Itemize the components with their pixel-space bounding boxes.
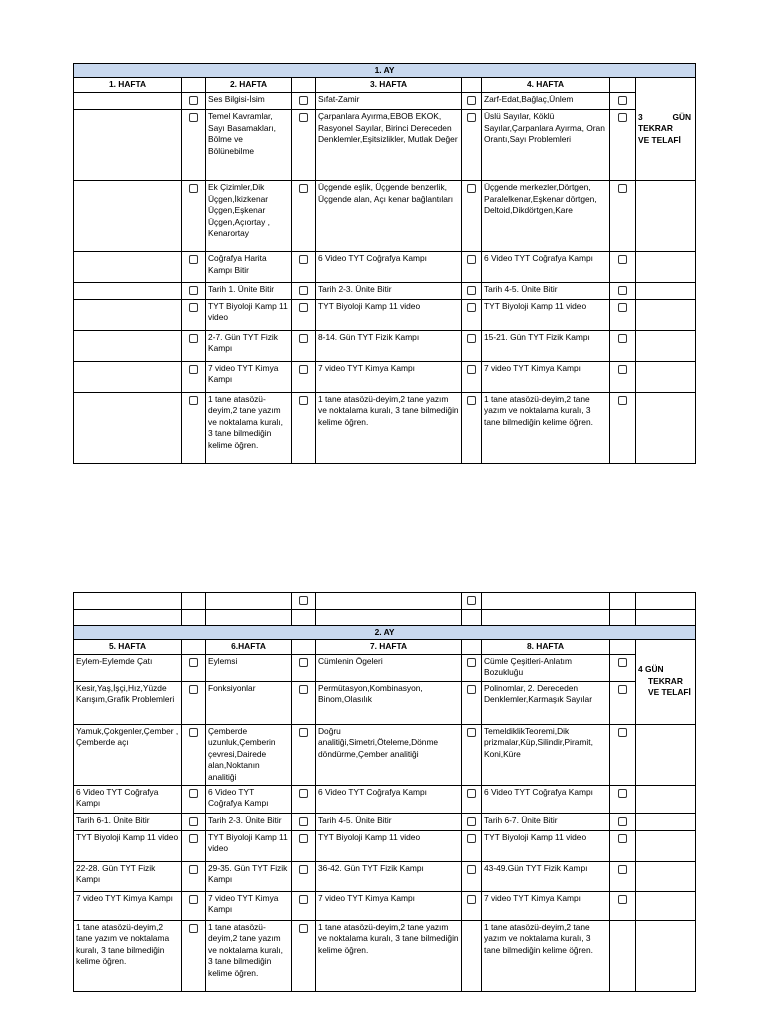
checkbox-icon[interactable] (299, 895, 308, 904)
task-cell: 6 Video TYT Coğrafya Kampı (482, 252, 610, 283)
task-cell: Doğru analitiği,Simetri,Öteleme,Dönme döndürme,Çember analitiği (316, 724, 462, 785)
task-cell: Eylem-Eylemde Çatı (74, 654, 182, 681)
checkbox-icon[interactable] (299, 255, 308, 264)
review-label-line1: 4 GÜN (638, 664, 664, 675)
task-row (74, 654, 696, 681)
checkbox-icon[interactable] (618, 255, 627, 264)
checkbox-icon[interactable] (618, 658, 627, 667)
task-row (74, 299, 696, 330)
checkbox-icon[interactable] (299, 834, 308, 843)
checkbox-icon[interactable] (299, 817, 308, 826)
task-row (74, 891, 696, 920)
month-1-plan-table (73, 63, 696, 464)
week-2-header: 2. HAFTA (206, 78, 292, 93)
task-cell: 7 video TYT Kimya Kampı (482, 361, 610, 392)
checkbox-icon[interactable] (189, 658, 198, 667)
checkbox-icon[interactable] (189, 365, 198, 374)
task-cell: TYT Biyoloji Kamp 11 video (482, 830, 610, 861)
checkbox-icon[interactable] (467, 286, 476, 295)
checkbox-icon[interactable] (189, 255, 198, 264)
task-cell (74, 181, 182, 252)
checkbox-icon[interactable] (467, 255, 476, 264)
task-cell: 1 tane atasözü-deyim,2 tane yazım ve noktalama kuralı, 3 tane bilmediğin kelime öğren. (206, 392, 292, 463)
checkbox-icon[interactable] (467, 685, 476, 694)
task-cell: Kesir,Yaş,İşçi,Hız,Yüzde Karışım,Grafik Problemleri (74, 681, 182, 724)
month-title: 1. AY (74, 64, 696, 78)
task-cell: Sıfat-Zamir (316, 93, 462, 110)
month-header-row (74, 625, 696, 639)
checkbox-icon[interactable] (299, 286, 308, 295)
task-cell: TYT Biyoloji Kamp 11 video (206, 299, 292, 330)
task-cell: 7 video TYT Kimya Kampı (74, 891, 182, 920)
task-row (74, 681, 696, 724)
task-cell: 15-21. Gün TYT Fizik Kampı (482, 330, 610, 361)
task-cell: Çarpanlara Ayırma,EBOB EKOK, Rasyonel Sayılar, Birinci Dereceden Denklemler,Eşitsizlikler, Mutlak Değer (316, 110, 462, 181)
checkbox-icon[interactable] (189, 685, 198, 694)
checkbox-icon[interactable] (618, 685, 627, 694)
checkbox-icon[interactable] (299, 334, 308, 343)
task-cell: Ses Bilgisi-İsim (206, 93, 292, 110)
task-cell: 6 Video TYT Coğrafya Kampı (482, 785, 610, 813)
checkbox-icon[interactable] (618, 365, 627, 374)
checkbox-icon[interactable] (189, 113, 198, 122)
task-cell: Cümle Çeşitleri-Anlatım Bozukluğu (482, 654, 610, 681)
checkbox-icon[interactable] (618, 728, 627, 737)
task-row (74, 110, 696, 181)
task-cell: Eylemsi (206, 654, 292, 681)
task-cell: Tarih 4-5. Ünite Bitir (316, 813, 462, 830)
checkbox-icon[interactable] (189, 96, 198, 105)
task-cell: Tarih 1. Ünite Bitir (206, 283, 292, 300)
task-cell: TYT Biyoloji Kamp 11 video (74, 830, 182, 861)
task-cell: 7 video TYT Kimya Kampı (316, 361, 462, 392)
week-6-header: 6.HAFTA (206, 639, 292, 654)
checkbox-icon[interactable] (467, 113, 476, 122)
checkbox-icon[interactable] (189, 396, 198, 405)
checkbox-icon[interactable] (299, 865, 308, 874)
checkbox-icon[interactable] (618, 113, 627, 122)
task-cell (74, 252, 182, 283)
week-1-header: 1. HAFTA (74, 78, 182, 93)
checkbox-icon[interactable] (467, 789, 476, 798)
checkbox-icon[interactable] (299, 728, 308, 737)
task-cell: Tarih 4-5. Ünite Bitir (482, 283, 610, 300)
task-cell: Tarih 6-1. Ünite Bitir (74, 813, 182, 830)
checkbox-icon[interactable] (299, 184, 308, 193)
review-label-line3: VE TELAFİ (638, 134, 681, 145)
checkbox-icon[interactable] (299, 96, 308, 105)
week-7-header: 7. HAFTA (316, 639, 462, 654)
checkbox-icon[interactable] (467, 596, 476, 605)
task-cell: 8-14. Gün TYT Fizik Kampı (316, 330, 462, 361)
checkbox-icon[interactable] (467, 396, 476, 405)
task-cell: 2-7. Gün TYT Fizik Kampı (206, 330, 292, 361)
checkbox-icon[interactable] (618, 96, 627, 105)
task-cell: Çemberde uzunluk,Çemberin çevresi,Dairede alan,Noktanın analitiği (206, 724, 292, 785)
task-cell: 6 Video TYT Coğrafya Kampı (316, 785, 462, 813)
checkbox-icon[interactable] (189, 334, 198, 343)
checkbox-icon[interactable] (299, 924, 308, 933)
review-days-number: 3 (638, 111, 643, 122)
task-cell: 6 Video TYT Coğrafya Kampı (206, 785, 292, 813)
checkbox-icon[interactable] (299, 596, 308, 605)
task-cell: 7 video TYT Kimya Kampı (482, 891, 610, 920)
task-cell: Tarih 2-3. Ünite Bitir (316, 283, 462, 300)
task-row (74, 724, 696, 785)
task-row (74, 283, 696, 300)
task-cell: Polinomlar, 2. Dereceden Denklemler,Karmaşık Sayılar (482, 681, 610, 724)
checkbox-icon[interactable] (189, 817, 198, 826)
checkbox-icon[interactable] (299, 365, 308, 374)
checkbox-icon[interactable] (467, 303, 476, 312)
month-header-row (74, 64, 696, 78)
task-cell (74, 361, 182, 392)
checkbox-icon[interactable] (467, 365, 476, 374)
task-cell: 1 tane atasözü-deyim,2 tane yazım ve noktalama kuralı, 3 tane bilmediğin kelime öğren. (482, 392, 610, 463)
spacer-row (74, 593, 696, 610)
task-cell: Tarih 6-7. Ünite Bitir (482, 813, 610, 830)
checkbox-icon[interactable] (618, 334, 627, 343)
checkbox-icon[interactable] (467, 96, 476, 105)
task-cell: Yamuk,Çokgenler,Çember , Çemberde açı (74, 724, 182, 785)
review-days-word: GÜN (672, 111, 692, 122)
task-cell: 1 tane atasözü-deyim,2 tane yazım ve noktalama kuralı, 3 tane bilmediğin kelime öğren. (316, 392, 462, 463)
task-row (74, 392, 696, 463)
checkbox-icon[interactable] (189, 789, 198, 798)
checkbox-icon[interactable] (618, 789, 627, 798)
month-title: 2. AY (74, 625, 696, 639)
checkbox-icon[interactable] (189, 184, 198, 193)
checkbox-icon[interactable] (189, 924, 198, 933)
review-label-line2: TEKRAR (648, 675, 683, 686)
task-cell: Zarf-Edat,Bağlaç,Ünlem (482, 93, 610, 110)
checkbox-icon[interactable] (618, 184, 627, 193)
task-cell: 6 Video TYT Coğrafya Kampı (316, 252, 462, 283)
task-cell: TYT Biyoloji Kamp 11 video (482, 299, 610, 330)
task-cell: 7 video TYT Kimya Kampı (316, 891, 462, 920)
checkbox-icon[interactable] (299, 789, 308, 798)
checkbox-icon[interactable] (299, 658, 308, 667)
task-row (74, 830, 696, 861)
checkbox-icon[interactable] (618, 286, 627, 295)
task-cell: Coğrafya Harita Kampı Bitir (206, 252, 292, 283)
checkbox-icon[interactable] (467, 817, 476, 826)
review-cell (636, 639, 696, 724)
task-cell: Ek Çizimler,Dik Üçgen,İkizkenar Üçgen,Eşkenar Üçgen,Açıortay , Kenarortay (206, 181, 292, 252)
task-row (74, 181, 696, 252)
week-3-header: 3. HAFTA (316, 78, 462, 93)
task-cell: 1 tane atasözü-deyim,2 tane yazım ve noktalama kuralı, 3 tane bilmediğin kelime öğren. (206, 920, 292, 991)
checkbox-icon[interactable] (299, 303, 308, 312)
task-row (74, 361, 696, 392)
task-cell: 7 video TYT Kimya Kampı (206, 891, 292, 920)
task-cell: 22-28. Gün TYT Fizik Kampı (74, 861, 182, 891)
task-cell (74, 93, 182, 110)
checkbox-icon[interactable] (189, 286, 198, 295)
task-cell (74, 330, 182, 361)
task-cell: 43-49.Gün TYT Fizik Kampı (482, 861, 610, 891)
task-cell: 1 tane atasözü-deyim,2 tane yazım ve noktalama kuralı, 3 tane bilmediğin kelime öğren. (74, 920, 182, 991)
checkbox-icon[interactable] (299, 685, 308, 694)
task-cell: TYT Biyoloji Kamp 11 video (316, 830, 462, 861)
week-4-header: 4. HAFTA (482, 78, 610, 93)
checkbox-icon[interactable] (467, 658, 476, 667)
week-header-row (74, 78, 696, 93)
checkbox-icon[interactable] (189, 834, 198, 843)
week-8-header: 8. HAFTA (482, 639, 610, 654)
checkbox-icon[interactable] (299, 396, 308, 405)
task-cell: TYT Biyoloji Kamp 11 video (316, 299, 462, 330)
task-row (74, 330, 696, 361)
checkbox-icon[interactable] (189, 895, 198, 904)
review-cell (636, 78, 696, 181)
checkbox-icon[interactable] (189, 303, 198, 312)
checkbox-icon[interactable] (618, 303, 627, 312)
task-row (74, 252, 696, 283)
task-row (74, 93, 696, 110)
task-cell: 6 Video TYT Coğrafya Kampı (74, 785, 182, 813)
task-cell (74, 392, 182, 463)
review-label-line2: TEKRAR (638, 123, 673, 134)
checkbox-icon[interactable] (618, 396, 627, 405)
task-row (74, 920, 696, 991)
task-cell: Fonksiyonlar (206, 681, 292, 724)
checkbox-icon[interactable] (618, 834, 627, 843)
checkbox-icon[interactable] (467, 728, 476, 737)
task-cell: Üslü Sayılar, Köklü Sayılar,Çarpanlara Ayırma, Oran Orantı,Sayı Problemleri (482, 110, 610, 181)
checkbox-icon[interactable] (299, 113, 308, 122)
checkbox-icon[interactable] (618, 817, 627, 826)
task-cell: 1 tane atasözü-deyim,2 tane yazım ve noktalama kuralı, 3 tane bilmediğin kelime öğren. (482, 920, 610, 991)
review-label-line3: VE TELAFİ (648, 687, 691, 698)
task-cell (74, 299, 182, 330)
task-cell: TYT Biyoloji Kamp 11 video (206, 830, 292, 861)
checkbox-icon[interactable] (467, 895, 476, 904)
checkbox-icon[interactable] (189, 865, 198, 874)
task-cell: Tarih 2-3. Ünite Bitir (206, 813, 292, 830)
checkbox-icon[interactable] (467, 334, 476, 343)
task-cell: Permütasyon,Kombinasyon, Binom,Olasılık (316, 681, 462, 724)
task-cell: 1 tane atasözü-deyim,2 tane yazım ve noktalama kuralı, 3 tane bilmediğin kelime öğren. (316, 920, 462, 991)
task-cell (74, 110, 182, 181)
week-5-header: 5. HAFTA (74, 639, 182, 654)
task-cell: Üçgende merkezler,Dörtgen, Paralelkenar,Eşkenar dörtgen, Deltoid,Dikdörtgen,Kare (482, 181, 610, 252)
checkbox-icon[interactable] (189, 728, 198, 737)
month-2-plan-table (73, 592, 696, 992)
checkbox-icon[interactable] (618, 895, 627, 904)
task-row (74, 861, 696, 891)
checkbox-icon[interactable] (467, 184, 476, 193)
task-cell: 7 video TYT Kimya Kampı (206, 361, 292, 392)
task-cell: Temel Kavramlar, Sayı Basamakları, Bölme ve Bölünebilme (206, 110, 292, 181)
week-header-row (74, 639, 696, 654)
task-row (74, 785, 696, 813)
checkbox-icon[interactable] (467, 865, 476, 874)
checkbox-icon[interactable] (618, 865, 627, 874)
task-cell (74, 283, 182, 300)
spacer-row (74, 609, 696, 625)
task-row (74, 813, 696, 830)
task-cell: TemeldiklikTeoremi,Dik prizmalar,Küp,Silindir,Piramit, Koni,Küre (482, 724, 610, 785)
task-cell: 29-35. Gün TYT Fizik Kampı (206, 861, 292, 891)
task-cell: 36-42. Gün TYT Fizik Kampı (316, 861, 462, 891)
checkbox-icon[interactable] (467, 834, 476, 843)
task-cell: Üçgende eşlik, Üçgende benzerlik, Üçgende alan, Açı kenar bağlantıları (316, 181, 462, 252)
task-cell: Cümlenin Ögeleri (316, 654, 462, 681)
